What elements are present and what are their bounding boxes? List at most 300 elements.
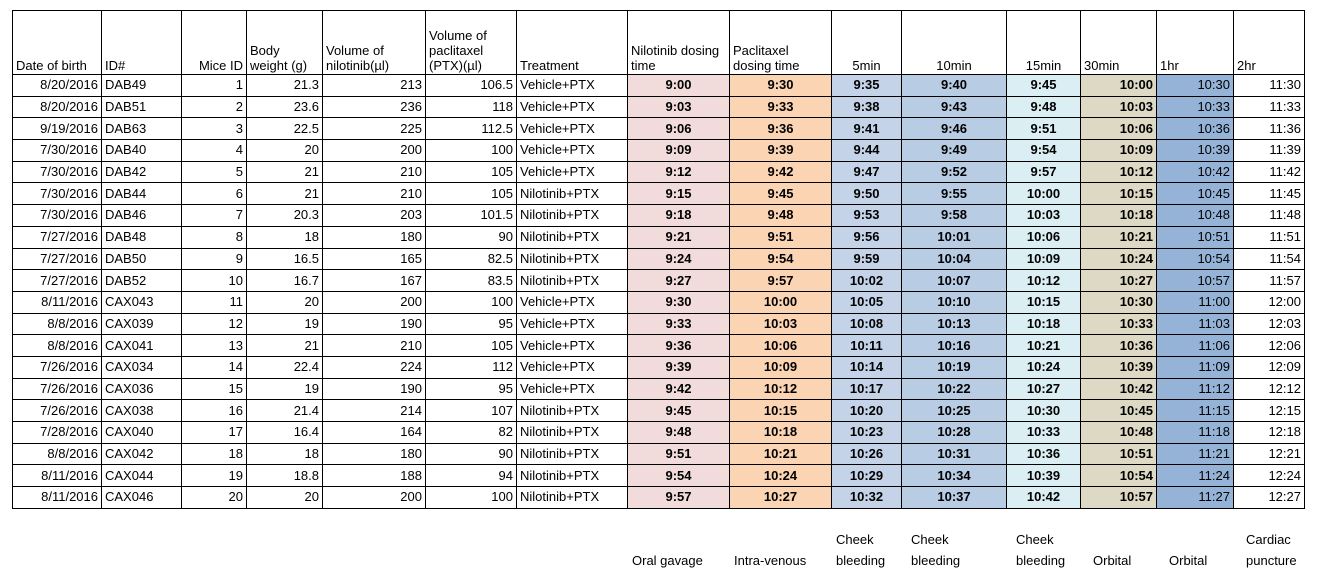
cell-30min: 10:39 — [1081, 356, 1157, 378]
cell-paclitaxel-dosing-time: 10:15 — [730, 400, 832, 422]
cell-nilotinib-dosing-time: 9:33 — [628, 313, 730, 335]
cell-mice-id: 10 — [182, 270, 247, 292]
cell-15min: 10:06 — [1007, 226, 1081, 248]
cell-15min: 10:33 — [1007, 422, 1081, 444]
cell-volume-nilotinib: 200 — [323, 487, 426, 509]
cell-nilotinib-dosing-time: 9:12 — [628, 161, 730, 183]
cell-paclitaxel-dosing-time: 10:00 — [730, 291, 832, 313]
cell-body-weight: 20 — [247, 140, 323, 162]
cell-mice-id: 7 — [182, 205, 247, 227]
cell-volume-nilotinib: 210 — [323, 161, 426, 183]
cell-nilotinib-dosing-time: 9:15 — [628, 183, 730, 205]
cell-15min: 10:03 — [1007, 205, 1081, 227]
cell-body-weight: 21 — [247, 335, 323, 357]
table-body — [13, 75, 1305, 509]
cell-date-of-birth: 8/20/2016 — [13, 96, 102, 118]
header-10min: 10min — [902, 11, 1007, 75]
cell-volume-nilotinib: 164 — [323, 422, 426, 444]
cell-30min: 10:24 — [1081, 248, 1157, 270]
cell-15min: 10:30 — [1007, 400, 1081, 422]
cell-2hr: 11:48 — [1234, 205, 1305, 227]
cell-volume-paclitaxel: 112.5 — [426, 118, 517, 140]
cell-body-weight: 19 — [247, 378, 323, 400]
footer-cheek-bleeding-5min-line2: bleeding — [836, 553, 886, 568]
header-30min: 30min — [1081, 11, 1157, 75]
table-row — [13, 422, 1305, 444]
cell-date-of-birth: 7/28/2016 — [13, 422, 102, 444]
cell-30min: 10:18 — [1081, 205, 1157, 227]
cell-volume-paclitaxel: 90 — [426, 443, 517, 465]
cell-volume-paclitaxel: 101.5 — [426, 205, 517, 227]
cell-10min: 9:49 — [902, 140, 1007, 162]
cell-10min: 10:34 — [902, 465, 1007, 487]
cell-1hr: 10:36 — [1157, 118, 1234, 140]
cell-volume-paclitaxel: 100 — [426, 291, 517, 313]
header-body-weight: Body weight (g) — [247, 11, 323, 75]
cell-date-of-birth: 7/26/2016 — [13, 356, 102, 378]
cell-nilotinib-dosing-time: 9:00 — [628, 75, 730, 97]
cell-treatment: Nilotinib+PTX — [517, 270, 628, 292]
cell-2hr: 11:39 — [1234, 140, 1305, 162]
table-row — [13, 270, 1305, 292]
cell-volume-nilotinib: 167 — [323, 270, 426, 292]
cell-5min: 10:29 — [832, 465, 902, 487]
cell-nilotinib-dosing-time: 9:51 — [628, 443, 730, 465]
cell-30min: 10:30 — [1081, 291, 1157, 313]
cell-id: DAB50 — [102, 248, 182, 270]
header-1hr: 1hr — [1157, 11, 1234, 75]
cell-date-of-birth: 8/11/2016 — [13, 487, 102, 509]
header-date-of-birth: Date of birth — [13, 11, 102, 75]
cell-nilotinib-dosing-time: 9:48 — [628, 422, 730, 444]
cell-5min: 10:14 — [832, 356, 902, 378]
footer-cheek-bleeding-10min-line2: bleeding — [911, 553, 961, 568]
cell-2hr: 11:30 — [1234, 75, 1305, 97]
cell-5min: 10:17 — [832, 378, 902, 400]
table-row — [13, 226, 1305, 248]
cell-2hr: 12:06 — [1234, 335, 1305, 357]
cell-30min: 10:57 — [1081, 487, 1157, 509]
cell-30min: 10:12 — [1081, 161, 1157, 183]
cell-5min: 9:41 — [832, 118, 902, 140]
cell-2hr: 12:12 — [1234, 378, 1305, 400]
cell-30min: 10:00 — [1081, 75, 1157, 97]
header-5min: 5min — [832, 11, 902, 75]
cell-10min: 10:25 — [902, 400, 1007, 422]
cell-mice-id: 13 — [182, 335, 247, 357]
cell-1hr: 11:03 — [1157, 313, 1234, 335]
cell-1hr: 10:54 — [1157, 248, 1234, 270]
footer-oral-gavage: Oral gavage — [632, 553, 703, 568]
cell-2hr: 11:42 — [1234, 161, 1305, 183]
cell-body-weight: 21 — [247, 183, 323, 205]
footer-orbital-30min: Orbital — [1093, 553, 1132, 568]
cell-treatment: Vehicle+PTX — [517, 356, 628, 378]
cell-date-of-birth: 7/30/2016 — [13, 161, 102, 183]
cell-mice-id: 4 — [182, 140, 247, 162]
cell-body-weight: 16.4 — [247, 422, 323, 444]
cell-mice-id: 6 — [182, 183, 247, 205]
cell-paclitaxel-dosing-time: 9:42 — [730, 161, 832, 183]
cell-volume-paclitaxel: 105 — [426, 335, 517, 357]
cell-15min: 10:00 — [1007, 183, 1081, 205]
cell-id: CAX042 — [102, 443, 182, 465]
cell-paclitaxel-dosing-time: 9:36 — [730, 118, 832, 140]
cell-5min: 10:26 — [832, 443, 902, 465]
cell-body-weight: 18 — [247, 226, 323, 248]
cell-id: DAB63 — [102, 118, 182, 140]
cell-date-of-birth: 7/26/2016 — [13, 400, 102, 422]
header-row — [13, 11, 1305, 75]
cell-15min: 9:51 — [1007, 118, 1081, 140]
cell-volume-paclitaxel: 107 — [426, 400, 517, 422]
cell-30min: 10:54 — [1081, 465, 1157, 487]
footer-orbital-1hr: Orbital — [1169, 553, 1208, 568]
cell-volume-paclitaxel: 106.5 — [426, 75, 517, 97]
cell-date-of-birth: 8/11/2016 — [13, 291, 102, 313]
cell-date-of-birth: 8/11/2016 — [13, 465, 102, 487]
cell-2hr: 11:33 — [1234, 96, 1305, 118]
cell-2hr: 12:15 — [1234, 400, 1305, 422]
cell-10min: 9:43 — [902, 96, 1007, 118]
cell-date-of-birth: 8/20/2016 — [13, 75, 102, 97]
cell-1hr: 10:51 — [1157, 226, 1234, 248]
cell-15min: 10:21 — [1007, 335, 1081, 357]
header-paclitaxel-dosing-time: Paclitaxel dosing time — [730, 11, 832, 75]
cell-15min: 10:39 — [1007, 465, 1081, 487]
cell-paclitaxel-dosing-time: 10:21 — [730, 443, 832, 465]
cell-body-weight: 23.6 — [247, 96, 323, 118]
cell-volume-nilotinib: 236 — [323, 96, 426, 118]
cell-2hr: 12:24 — [1234, 465, 1305, 487]
cell-id: DAB48 — [102, 226, 182, 248]
cell-volume-paclitaxel: 82.5 — [426, 248, 517, 270]
cell-15min: 10:42 — [1007, 487, 1081, 509]
cell-mice-id: 14 — [182, 356, 247, 378]
cell-15min: 10:36 — [1007, 443, 1081, 465]
table-row — [13, 378, 1305, 400]
cell-nilotinib-dosing-time: 9:24 — [628, 248, 730, 270]
cell-volume-nilotinib: 203 — [323, 205, 426, 227]
cell-date-of-birth: 9/19/2016 — [13, 118, 102, 140]
cell-id: CAX036 — [102, 378, 182, 400]
cell-body-weight: 20 — [247, 487, 323, 509]
dosing-schedule-table — [12, 10, 1305, 509]
cell-paclitaxel-dosing-time: 10:24 — [730, 465, 832, 487]
cell-2hr: 11:36 — [1234, 118, 1305, 140]
cell-10min: 9:58 — [902, 205, 1007, 227]
cell-id: DAB40 — [102, 140, 182, 162]
cell-10min: 10:13 — [902, 313, 1007, 335]
cell-5min: 10:05 — [832, 291, 902, 313]
cell-30min: 10:33 — [1081, 313, 1157, 335]
cell-mice-id: 17 — [182, 422, 247, 444]
cell-id: CAX038 — [102, 400, 182, 422]
cell-volume-paclitaxel: 100 — [426, 487, 517, 509]
cell-date-of-birth: 8/8/2016 — [13, 313, 102, 335]
cell-id: CAX043 — [102, 291, 182, 313]
cell-10min: 10:07 — [902, 270, 1007, 292]
cell-10min: 9:55 — [902, 183, 1007, 205]
cell-volume-paclitaxel: 90 — [426, 226, 517, 248]
cell-treatment: Nilotinib+PTX — [517, 443, 628, 465]
cell-15min: 10:12 — [1007, 270, 1081, 292]
footer-cheek-bleeding-10min-line1: Cheek — [911, 532, 949, 547]
cell-5min: 9:35 — [832, 75, 902, 97]
header-volume-paclitaxel: Volume of paclitaxel (PTX)(µl) — [426, 11, 517, 75]
cell-5min: 10:20 — [832, 400, 902, 422]
cell-treatment: Nilotinib+PTX — [517, 400, 628, 422]
cell-treatment: Vehicle+PTX — [517, 291, 628, 313]
cell-30min: 10:48 — [1081, 422, 1157, 444]
cell-volume-nilotinib: 200 — [323, 291, 426, 313]
table-row — [13, 118, 1305, 140]
cell-volume-paclitaxel: 83.5 — [426, 270, 517, 292]
cell-1hr: 11:09 — [1157, 356, 1234, 378]
cell-body-weight: 19 — [247, 313, 323, 335]
cell-volume-paclitaxel: 82 — [426, 422, 517, 444]
cell-paclitaxel-dosing-time: 9:30 — [730, 75, 832, 97]
cell-paclitaxel-dosing-time: 9:54 — [730, 248, 832, 270]
cell-body-weight: 16.7 — [247, 270, 323, 292]
cell-10min: 10:04 — [902, 248, 1007, 270]
cell-10min: 10:31 — [902, 443, 1007, 465]
cell-paclitaxel-dosing-time: 10:03 — [730, 313, 832, 335]
cell-2hr: 12:03 — [1234, 313, 1305, 335]
cell-volume-nilotinib: 224 — [323, 356, 426, 378]
cell-15min: 10:15 — [1007, 291, 1081, 313]
cell-volume-nilotinib: 188 — [323, 465, 426, 487]
cell-paclitaxel-dosing-time: 9:57 — [730, 270, 832, 292]
cell-30min: 10:45 — [1081, 400, 1157, 422]
header-treatment: Treatment — [517, 11, 628, 75]
cell-5min: 9:56 — [832, 226, 902, 248]
cell-paclitaxel-dosing-time: 9:39 — [730, 140, 832, 162]
cell-id: CAX040 — [102, 422, 182, 444]
cell-treatment: Vehicle+PTX — [517, 378, 628, 400]
cell-15min: 9:48 — [1007, 96, 1081, 118]
cell-5min: 9:53 — [832, 205, 902, 227]
cell-5min: 9:47 — [832, 161, 902, 183]
cell-paclitaxel-dosing-time: 10:09 — [730, 356, 832, 378]
table-row — [13, 248, 1305, 270]
cell-volume-nilotinib: 165 — [323, 248, 426, 270]
cell-volume-nilotinib: 210 — [323, 335, 426, 357]
cell-nilotinib-dosing-time: 9:30 — [628, 291, 730, 313]
cell-volume-paclitaxel: 95 — [426, 313, 517, 335]
cell-15min: 9:57 — [1007, 161, 1081, 183]
cell-mice-id: 16 — [182, 400, 247, 422]
table-row — [13, 161, 1305, 183]
cell-volume-paclitaxel: 100 — [426, 140, 517, 162]
header-id: ID# — [102, 11, 182, 75]
footer-cheek-bleeding-5min-line1: Cheek — [836, 532, 874, 547]
cell-date-of-birth: 8/8/2016 — [13, 443, 102, 465]
cell-id: DAB52 — [102, 270, 182, 292]
cell-5min: 10:32 — [832, 487, 902, 509]
cell-body-weight: 21.3 — [247, 75, 323, 97]
header-volume-nilotinib: Volume of nilotinib(µl) — [323, 11, 426, 75]
cell-mice-id: 12 — [182, 313, 247, 335]
cell-volume-nilotinib: 214 — [323, 400, 426, 422]
cell-id: DAB44 — [102, 183, 182, 205]
footer-cheek-bleeding-15min-line2: bleeding — [1016, 553, 1066, 568]
table-row — [13, 96, 1305, 118]
cell-30min: 10:09 — [1081, 140, 1157, 162]
table-row — [13, 75, 1305, 97]
cell-volume-paclitaxel: 118 — [426, 96, 517, 118]
footer-cheek-bleeding-15min-line1: Cheek — [1016, 532, 1054, 547]
cell-body-weight: 18.8 — [247, 465, 323, 487]
cell-treatment: Vehicle+PTX — [517, 313, 628, 335]
table-row — [13, 487, 1305, 509]
cell-date-of-birth: 8/8/2016 — [13, 335, 102, 357]
cell-paclitaxel-dosing-time: 9:45 — [730, 183, 832, 205]
cell-10min: 9:52 — [902, 161, 1007, 183]
cell-treatment: Nilotinib+PTX — [517, 183, 628, 205]
cell-volume-nilotinib: 180 — [323, 226, 426, 248]
cell-body-weight: 21.4 — [247, 400, 323, 422]
cell-body-weight: 22.4 — [247, 356, 323, 378]
header-nilotinib-dosing-time: Nilotinib dosing time — [628, 11, 730, 75]
cell-1hr: 11:27 — [1157, 487, 1234, 509]
cell-volume-paclitaxel: 105 — [426, 161, 517, 183]
cell-paclitaxel-dosing-time: 10:06 — [730, 335, 832, 357]
cell-1hr: 10:45 — [1157, 183, 1234, 205]
cell-1hr: 11:06 — [1157, 335, 1234, 357]
cell-volume-nilotinib: 225 — [323, 118, 426, 140]
cell-5min: 9:38 — [832, 96, 902, 118]
footer-cardiac-puncture-line1: Cardiac — [1246, 532, 1291, 547]
cell-date-of-birth: 7/27/2016 — [13, 226, 102, 248]
cell-volume-nilotinib: 190 — [323, 313, 426, 335]
cell-15min: 10:09 — [1007, 248, 1081, 270]
cell-id: DAB49 — [102, 75, 182, 97]
cell-10min: 9:40 — [902, 75, 1007, 97]
table-row — [13, 465, 1305, 487]
cell-15min: 9:54 — [1007, 140, 1081, 162]
cell-30min: 10:51 — [1081, 443, 1157, 465]
cell-mice-id: 20 — [182, 487, 247, 509]
cell-10min: 9:46 — [902, 118, 1007, 140]
cell-mice-id: 15 — [182, 378, 247, 400]
cell-5min: 9:59 — [832, 248, 902, 270]
cell-2hr: 12:18 — [1234, 422, 1305, 444]
cell-volume-paclitaxel: 94 — [426, 465, 517, 487]
cell-nilotinib-dosing-time: 9:57 — [628, 487, 730, 509]
cell-volume-nilotinib: 200 — [323, 140, 426, 162]
cell-id: CAX044 — [102, 465, 182, 487]
cell-1hr: 11:15 — [1157, 400, 1234, 422]
cell-paclitaxel-dosing-time: 10:27 — [730, 487, 832, 509]
cell-date-of-birth: 7/27/2016 — [13, 270, 102, 292]
cell-2hr: 11:45 — [1234, 183, 1305, 205]
cell-1hr: 10:42 — [1157, 161, 1234, 183]
cell-treatment: Nilotinib+PTX — [517, 422, 628, 444]
cell-15min: 10:24 — [1007, 356, 1081, 378]
cell-treatment: Nilotinib+PTX — [517, 465, 628, 487]
cell-id: CAX046 — [102, 487, 182, 509]
cell-date-of-birth: 7/30/2016 — [13, 140, 102, 162]
cell-nilotinib-dosing-time: 9:21 — [628, 226, 730, 248]
cell-1hr: 10:30 — [1157, 75, 1234, 97]
table-row — [13, 356, 1305, 378]
cell-volume-nilotinib: 210 — [323, 183, 426, 205]
cell-1hr: 10:33 — [1157, 96, 1234, 118]
cell-treatment: Vehicle+PTX — [517, 118, 628, 140]
cell-5min: 9:44 — [832, 140, 902, 162]
cell-2hr: 12:21 — [1234, 443, 1305, 465]
cell-10min: 10:01 — [902, 226, 1007, 248]
cell-nilotinib-dosing-time: 9:36 — [628, 335, 730, 357]
cell-15min: 10:27 — [1007, 378, 1081, 400]
cell-10min: 10:22 — [902, 378, 1007, 400]
cell-volume-nilotinib: 190 — [323, 378, 426, 400]
cell-30min: 10:36 — [1081, 335, 1157, 357]
cell-30min: 10:06 — [1081, 118, 1157, 140]
cell-5min: 10:08 — [832, 313, 902, 335]
cell-treatment: Nilotinib+PTX — [517, 487, 628, 509]
cell-5min: 10:23 — [832, 422, 902, 444]
cell-1hr: 11:21 — [1157, 443, 1234, 465]
cell-body-weight: 18 — [247, 443, 323, 465]
cell-paclitaxel-dosing-time: 9:48 — [730, 205, 832, 227]
table-row — [13, 400, 1305, 422]
header-mice-id: Mice ID — [182, 11, 247, 75]
table-row — [13, 313, 1305, 335]
cell-id: CAX034 — [102, 356, 182, 378]
table-row — [13, 335, 1305, 357]
cell-mice-id: 8 — [182, 226, 247, 248]
cell-2hr: 11:54 — [1234, 248, 1305, 270]
table-row — [13, 443, 1305, 465]
cell-treatment: Nilotinib+PTX — [517, 248, 628, 270]
cell-2hr: 11:57 — [1234, 270, 1305, 292]
table-row — [13, 183, 1305, 205]
cell-paclitaxel-dosing-time: 9:51 — [730, 226, 832, 248]
cell-nilotinib-dosing-time: 9:27 — [628, 270, 730, 292]
header-2hr: 2hr — [1234, 11, 1305, 75]
cell-treatment: Vehicle+PTX — [517, 335, 628, 357]
cell-mice-id: 11 — [182, 291, 247, 313]
cell-nilotinib-dosing-time: 9:39 — [628, 356, 730, 378]
cell-15min: 10:18 — [1007, 313, 1081, 335]
header-15min: 15min — [1007, 11, 1081, 75]
cell-1hr: 11:00 — [1157, 291, 1234, 313]
cell-30min: 10:27 — [1081, 270, 1157, 292]
cell-15min: 9:45 — [1007, 75, 1081, 97]
table-row — [13, 140, 1305, 162]
cell-id: DAB46 — [102, 205, 182, 227]
cell-treatment: Nilotinib+PTX — [517, 205, 628, 227]
cell-mice-id: 2 — [182, 96, 247, 118]
cell-1hr: 10:57 — [1157, 270, 1234, 292]
cell-nilotinib-dosing-time: 9:18 — [628, 205, 730, 227]
cell-5min: 10:11 — [832, 335, 902, 357]
cell-date-of-birth: 7/26/2016 — [13, 378, 102, 400]
footer-intra-venous: Intra-venous — [734, 553, 807, 568]
cell-2hr: 12:27 — [1234, 487, 1305, 509]
cell-paclitaxel-dosing-time: 10:12 — [730, 378, 832, 400]
cell-nilotinib-dosing-time: 9:42 — [628, 378, 730, 400]
cell-volume-paclitaxel: 105 — [426, 183, 517, 205]
cell-volume-nilotinib: 213 — [323, 75, 426, 97]
footer-cardiac-puncture-line2: puncture — [1246, 553, 1297, 568]
cell-5min: 9:50 — [832, 183, 902, 205]
cell-volume-paclitaxel: 112 — [426, 356, 517, 378]
table-row — [13, 291, 1305, 313]
cell-body-weight: 20 — [247, 291, 323, 313]
